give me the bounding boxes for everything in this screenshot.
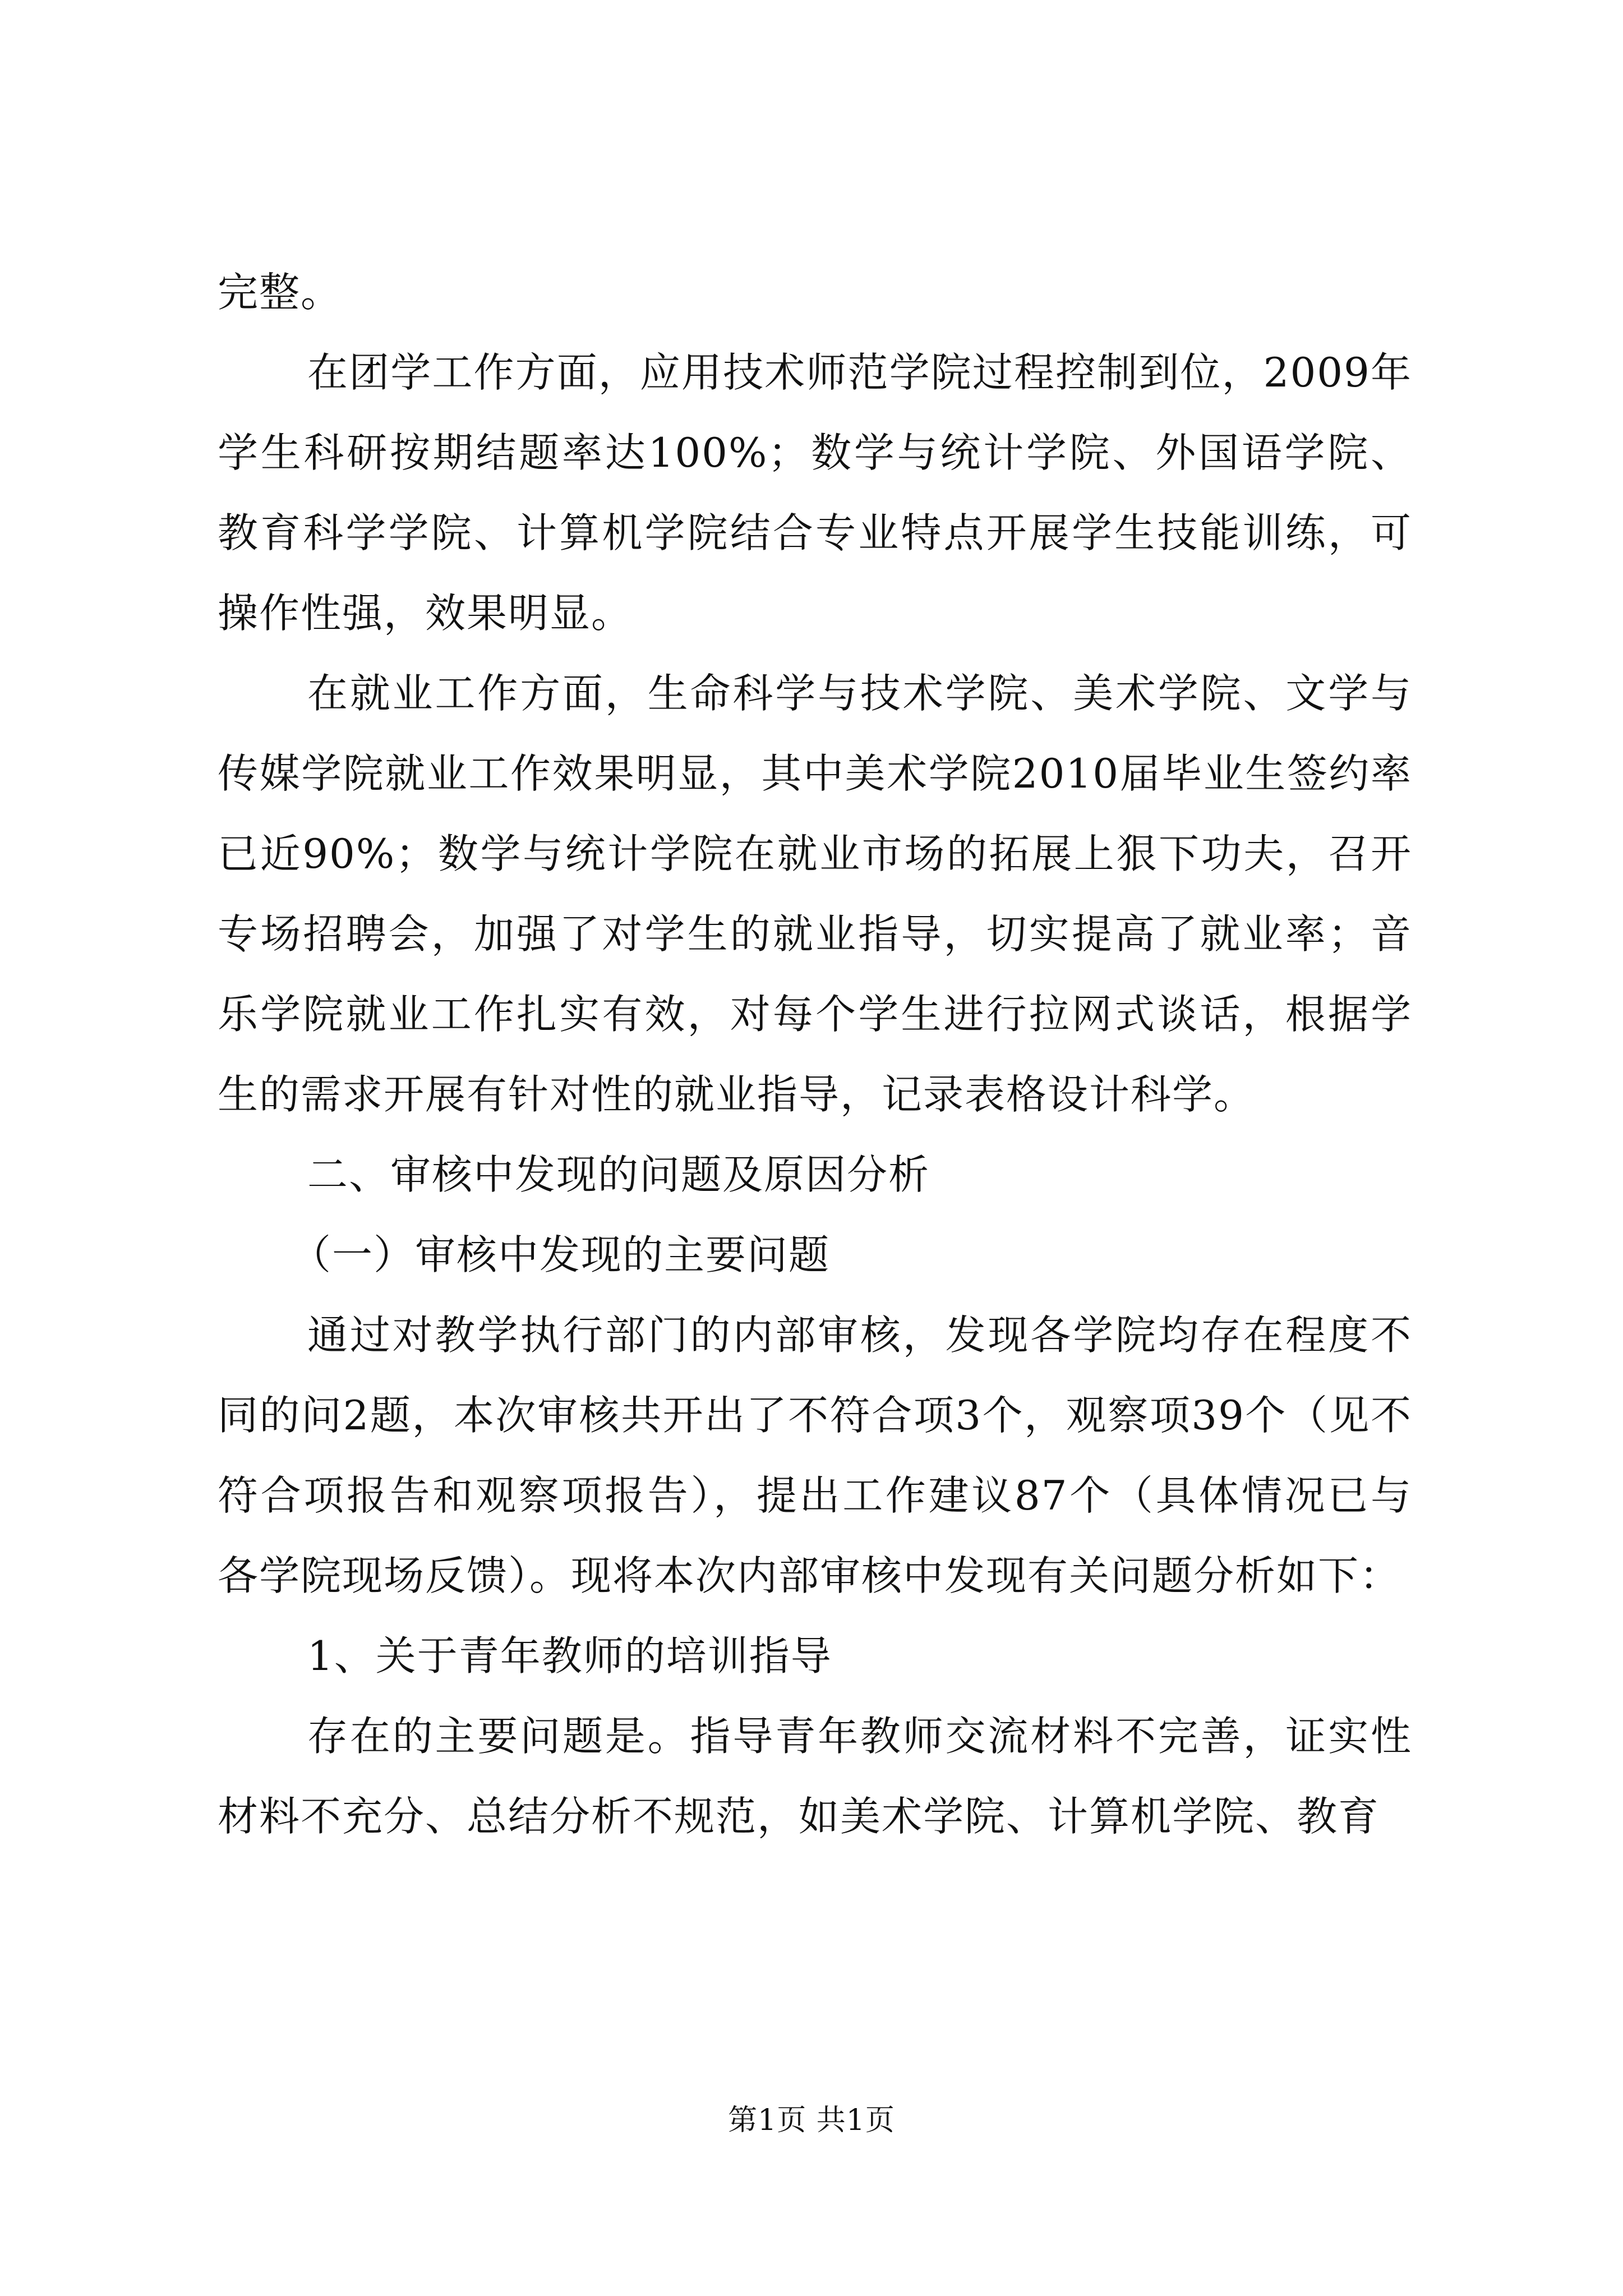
paragraph-audit-summary: 通过对教学执行部门的内部审核，发现各学院均存在程度不同的问2题，本次审核共开出了不符合项3个，观察项39个（见不符合项报告和观察项报告），提出工作建议87个（具体情况已与各学院现场反馈）。现将本次内部审核中发现有关问题分析如下：: [218, 1312, 1412, 1599]
page-footer: 第1页 共1页: [728, 2104, 895, 2137]
section-heading-problems: 二、审核中发现的问题及原因分析: [307, 1151, 930, 1198]
paragraph-employment-work: 在就业工作方面，生命科学与技术学院、美术学院、文学与传媒学院就业工作效果明显，其中美术学院2010届毕业生签约率已近90%；数学与统计学院在就业市场的拓展上狠下功夫，召开专场招聘会，加强了对学生的就业指导，切实提高了就业率；音乐学院就业工作扎实有效，对每个学生进行拉网式谈话，根据学生的需求开展有针对性的就业指导，记录表格设计科学。: [218, 670, 1412, 1118]
paragraph-student-work: 在团学工作方面，应用技术师范学院过程控制到位，2009年学生科研按期结题率达100%；数学与统计学院、外国语学院、教育科学学院、计算机学院结合专业特点开展学生技能训练，可操作性强，效果明显。: [218, 349, 1412, 637]
item-heading-young-teachers: 1、关于青年教师的培训指导: [307, 1632, 832, 1680]
document-body: [218, 252, 1412, 1857]
paragraph-young-teacher-issues: 存在的主要问题是。指导青年教师交流材料不完善，证实性材料不充分、总结分析不规范，如美术学院、计算机学院、教育: [218, 1713, 1412, 1840]
paragraph-continuation: 完整。: [218, 269, 343, 316]
subsection-heading-main-problems: （一）审核中发现的主要问题: [291, 1231, 831, 1278]
